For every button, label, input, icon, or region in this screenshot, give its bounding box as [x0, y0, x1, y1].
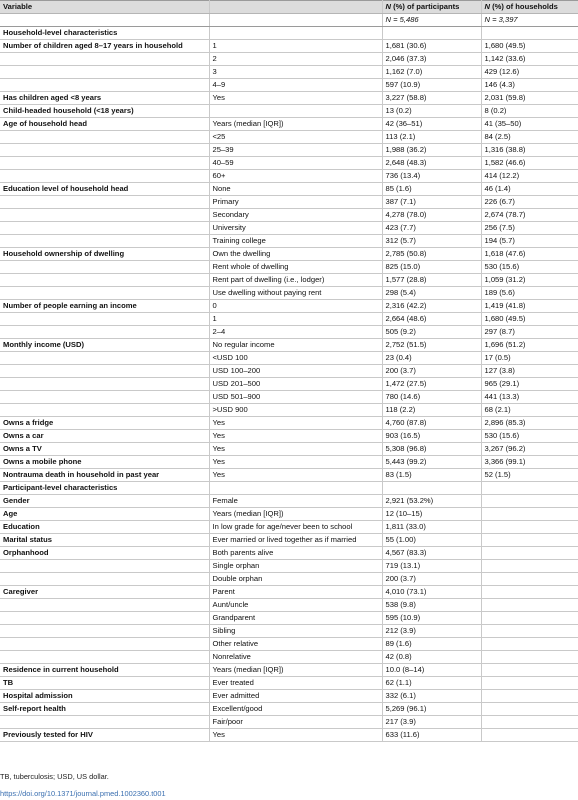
households-cell: 1,618 (47.6) — [481, 248, 578, 261]
category-cell: Yes — [209, 417, 382, 430]
variable-cell: Has children aged <8 years — [0, 92, 209, 105]
table-row — [0, 560, 578, 573]
households-cell: 2,896 (85.3) — [481, 417, 578, 430]
variable-cell — [0, 235, 209, 248]
category-cell: Years (median [IQR]) — [209, 508, 382, 521]
category-cell: Ever admitted — [209, 690, 382, 703]
category-cell: No regular income — [209, 339, 382, 352]
participants-cell: 505 (9.2) — [382, 326, 481, 339]
variable-cell: Education level of household head — [0, 183, 209, 196]
participants-cell: 1,811 (33.0) — [382, 521, 481, 534]
participants-cell: 4,567 (83.3) — [382, 547, 481, 560]
category-cell: 3 — [209, 66, 382, 79]
variable-cell: Owns a mobile phone — [0, 456, 209, 469]
table-row — [0, 417, 578, 430]
table-body — [0, 27, 578, 742]
participants-cell: 10.0 (8–14) — [382, 664, 481, 677]
header-households — [481, 1, 578, 14]
households-cell — [481, 573, 578, 586]
participants-cell: 5,269 (96.1) — [382, 703, 481, 716]
table-row — [0, 235, 578, 248]
table-row — [0, 79, 578, 92]
table-row — [0, 534, 578, 547]
header-participants-n: N — [385, 2, 391, 11]
section-header-row — [0, 482, 578, 495]
header-households-label: (%) of households — [489, 2, 558, 11]
table-row — [0, 677, 578, 690]
variable-cell — [0, 716, 209, 729]
households-cell — [481, 690, 578, 703]
table-row — [0, 352, 578, 365]
participants-cell: 42 (36–51) — [382, 118, 481, 131]
participants-cell: 200 (3.7) — [382, 573, 481, 586]
category-cell: Years (median [IQR]) — [209, 118, 382, 131]
households-cell: 965 (29.1) — [481, 378, 578, 391]
households-total: N = 3,397 — [481, 14, 578, 27]
participants-cell: 2,921 (53.2%) — [382, 495, 481, 508]
households-cell: 46 (1.4) — [481, 183, 578, 196]
participants-cell: 597 (10.9) — [382, 79, 481, 92]
category-cell: >USD 900 — [209, 404, 382, 417]
variable-cell — [0, 209, 209, 222]
header-participants-label: (%) of participants — [390, 2, 460, 11]
table-row — [0, 573, 578, 586]
category-cell: In low grade for age/never been to school — [209, 521, 382, 534]
category-cell: Yes — [209, 430, 382, 443]
households-cell — [481, 521, 578, 534]
households-cell: 1,142 (33.6) — [481, 53, 578, 66]
participants-cell: 83 (1.5) — [382, 469, 481, 482]
households-cell: 414 (12.2) — [481, 170, 578, 183]
participants-cell: 212 (3.9) — [382, 625, 481, 638]
households-cell: 530 (15.6) — [481, 261, 578, 274]
table-row — [0, 326, 578, 339]
category-cell: Training college — [209, 235, 382, 248]
table-row — [0, 248, 578, 261]
households-cell — [481, 625, 578, 638]
category-cell: Yes — [209, 443, 382, 456]
households-cell: 297 (8.7) — [481, 326, 578, 339]
participants-cell: 736 (13.4) — [382, 170, 481, 183]
section-label: Household-level characteristics — [0, 27, 209, 40]
participants-cell: 633 (11.6) — [382, 729, 481, 742]
variable-cell — [0, 196, 209, 209]
category-cell: Fair/poor — [209, 716, 382, 729]
table-row — [0, 404, 578, 417]
variable-cell: Caregiver — [0, 586, 209, 599]
table-row — [0, 144, 578, 157]
variable-cell — [0, 391, 209, 404]
category-cell: Parent — [209, 586, 382, 599]
variable-cell — [0, 144, 209, 157]
table-row — [0, 599, 578, 612]
category-cell: Aunt/uncle — [209, 599, 382, 612]
variable-cell: Owns a car — [0, 430, 209, 443]
category-cell: None — [209, 183, 382, 196]
households-cell: 2,031 (59.8) — [481, 92, 578, 105]
category-cell: 1 — [209, 313, 382, 326]
table-row — [0, 222, 578, 235]
variable-cell: Number of people earning an income — [0, 300, 209, 313]
participants-cell: 387 (7.1) — [382, 196, 481, 209]
households-cell: 84 (2.5) — [481, 131, 578, 144]
participants-cell: 538 (9.8) — [382, 599, 481, 612]
category-cell: 2 — [209, 53, 382, 66]
section-label: Participant-level characteristics — [0, 482, 209, 495]
category-cell: Own the dwelling — [209, 248, 382, 261]
participants-cell: 4,278 (78.0) — [382, 209, 481, 222]
table-row — [0, 664, 578, 677]
participants-cell: 1,681 (30.6) — [382, 40, 481, 53]
category-cell: 40–59 — [209, 157, 382, 170]
households-cell: 189 (5.6) — [481, 287, 578, 300]
doi-link[interactable]: https://doi.org/10.1371/journal.pmed.1002360.t001 — [0, 789, 166, 798]
households-cell — [481, 508, 578, 521]
participants-cell: 13 (0.2) — [382, 105, 481, 118]
variable-cell: Age of household head — [0, 118, 209, 131]
households-cell — [481, 534, 578, 547]
category-cell: Other relative — [209, 638, 382, 651]
variable-cell — [0, 131, 209, 144]
variable-cell: Number of children aged 8–17 years in household — [0, 40, 209, 53]
variable-cell: Gender — [0, 495, 209, 508]
participants-cell: 298 (5.4) — [382, 287, 481, 300]
households-cell — [481, 599, 578, 612]
section-header-row — [0, 27, 578, 40]
participants-cell: 780 (14.6) — [382, 391, 481, 404]
variable-cell — [0, 274, 209, 287]
households-cell — [481, 716, 578, 729]
households-cell — [481, 677, 578, 690]
table-row — [0, 391, 578, 404]
variable-cell: Age — [0, 508, 209, 521]
table-row — [0, 339, 578, 352]
households-cell: 52 (1.5) — [481, 469, 578, 482]
households-cell — [481, 547, 578, 560]
header-category — [209, 1, 382, 14]
category-cell: Ever treated — [209, 677, 382, 690]
category-cell: Yes — [209, 729, 382, 742]
households-cell: 1,582 (46.6) — [481, 157, 578, 170]
table-row — [0, 716, 578, 729]
variable-cell: TB — [0, 677, 209, 690]
variable-cell — [0, 404, 209, 417]
households-cell: 194 (5.7) — [481, 235, 578, 248]
households-cell: 1,680 (49.5) — [481, 40, 578, 53]
variable-cell — [0, 625, 209, 638]
category-cell: USD 100–200 — [209, 365, 382, 378]
variable-cell: Hospital admission — [0, 690, 209, 703]
participants-cell: 1,472 (27.5) — [382, 378, 481, 391]
participants-cell: 2,664 (48.6) — [382, 313, 481, 326]
variable-cell — [0, 326, 209, 339]
variable-cell — [0, 638, 209, 651]
households-cell — [481, 664, 578, 677]
households-cell — [481, 703, 578, 716]
table-row — [0, 66, 578, 79]
households-cell — [481, 729, 578, 742]
households-cell — [481, 651, 578, 664]
households-cell: 1,419 (41.8) — [481, 300, 578, 313]
variable-cell: Child-headed household (<18 years) — [0, 105, 209, 118]
table-row — [0, 638, 578, 651]
households-cell: 1,059 (31.2) — [481, 274, 578, 287]
participants-cell: 719 (13.1) — [382, 560, 481, 573]
variable-cell — [0, 79, 209, 92]
header-households-n: N — [484, 2, 490, 11]
participants-cell: 2,752 (51.5) — [382, 339, 481, 352]
category-cell: Use dwelling without paying rent — [209, 287, 382, 300]
participants-cell: 1,162 (7.0) — [382, 66, 481, 79]
category-cell: 2–4 — [209, 326, 382, 339]
category-cell: USD 501–900 — [209, 391, 382, 404]
variable-cell — [0, 313, 209, 326]
table-row — [0, 469, 578, 482]
table-row — [0, 157, 578, 170]
participants-cell: 2,648 (48.3) — [382, 157, 481, 170]
category-cell: Yes — [209, 469, 382, 482]
variable-cell — [0, 287, 209, 300]
variable-cell — [0, 651, 209, 664]
participants-cell: 62 (1.1) — [382, 677, 481, 690]
table-row — [0, 378, 578, 391]
variable-cell — [0, 157, 209, 170]
participants-cell: 2,316 (42.2) — [382, 300, 481, 313]
table-row — [0, 92, 578, 105]
variable-cell — [0, 53, 209, 66]
variable-cell: Self-report health — [0, 703, 209, 716]
header-variable: Variable — [0, 1, 209, 14]
category-cell: Yes — [209, 92, 382, 105]
households-cell — [481, 612, 578, 625]
category-cell: 25–39 — [209, 144, 382, 157]
households-cell — [481, 495, 578, 508]
variable-cell: Owns a TV — [0, 443, 209, 456]
variable-cell — [0, 612, 209, 625]
households-cell: 226 (6.7) — [481, 196, 578, 209]
households-cell: 1,316 (38.8) — [481, 144, 578, 157]
category-cell: Rent whole of dwelling — [209, 261, 382, 274]
households-cell: 8 (0.2) — [481, 105, 578, 118]
table-row — [0, 586, 578, 599]
table-row — [0, 183, 578, 196]
variable-cell: Orphanhood — [0, 547, 209, 560]
category-cell: <25 — [209, 131, 382, 144]
households-cell: 2,674 (78.7) — [481, 209, 578, 222]
variable-cell — [0, 170, 209, 183]
participants-cell: 3,227 (58.8) — [382, 92, 481, 105]
table-header-row — [0, 1, 578, 14]
table-row — [0, 625, 578, 638]
category-cell: Yes — [209, 456, 382, 469]
header-participants — [382, 1, 481, 14]
category-cell: Single orphan — [209, 560, 382, 573]
participants-cell: 1,988 (36.2) — [382, 144, 481, 157]
table-row — [0, 105, 578, 118]
table-row — [0, 430, 578, 443]
participants-cell: 118 (2.2) — [382, 404, 481, 417]
variable-cell: Previously tested for HIV — [0, 729, 209, 742]
households-cell: 441 (13.3) — [481, 391, 578, 404]
households-cell: 41 (35–50) — [481, 118, 578, 131]
variable-cell — [0, 378, 209, 391]
category-cell: Excellent/good — [209, 703, 382, 716]
participants-cell: 1,577 (28.8) — [382, 274, 481, 287]
participants-cell: 23 (0.4) — [382, 352, 481, 365]
variable-cell — [0, 365, 209, 378]
table-row — [0, 170, 578, 183]
category-cell: 60+ — [209, 170, 382, 183]
participants-cell: 113 (2.1) — [382, 131, 481, 144]
table-row — [0, 443, 578, 456]
table-row — [0, 131, 578, 144]
category-cell: Years (median [IQR]) — [209, 664, 382, 677]
variable-cell — [0, 222, 209, 235]
category-cell: Grandparent — [209, 612, 382, 625]
variable-cell: Education — [0, 521, 209, 534]
participants-cell: 42 (0.8) — [382, 651, 481, 664]
households-cell: 530 (15.6) — [481, 430, 578, 443]
table-row — [0, 313, 578, 326]
households-cell: 127 (3.8) — [481, 365, 578, 378]
category-cell: Nonrelative — [209, 651, 382, 664]
table-row — [0, 300, 578, 313]
households-cell — [481, 586, 578, 599]
table-row — [0, 274, 578, 287]
table-row — [0, 703, 578, 716]
participants-cell: 4,760 (87.8) — [382, 417, 481, 430]
variable-cell: Marital status — [0, 534, 209, 547]
category-cell: Rent part of dwelling (i.e., lodger) — [209, 274, 382, 287]
households-cell: 146 (4.3) — [481, 79, 578, 92]
variable-cell — [0, 573, 209, 586]
table-row — [0, 209, 578, 222]
table-row — [0, 118, 578, 131]
participants-cell: 825 (15.0) — [382, 261, 481, 274]
households-cell: 68 (2.1) — [481, 404, 578, 417]
households-cell — [481, 638, 578, 651]
participants-cell: 312 (5.7) — [382, 235, 481, 248]
table-row — [0, 690, 578, 703]
table-row — [0, 612, 578, 625]
variable-cell: Nontrauma death in household in past year — [0, 469, 209, 482]
participants-total: N = 5,486 — [382, 14, 481, 27]
participants-cell: 12 (10–15) — [382, 508, 481, 521]
category-cell: Ever married or lived together as if married — [209, 534, 382, 547]
households-cell: 429 (12.6) — [481, 66, 578, 79]
participants-cell: 55 (1.00) — [382, 534, 481, 547]
participants-cell: 903 (16.5) — [382, 430, 481, 443]
category-cell: Sibling — [209, 625, 382, 638]
participants-cell: 2,046 (37.3) — [382, 53, 481, 66]
variable-cell — [0, 66, 209, 79]
table-row — [0, 729, 578, 742]
table-row — [0, 40, 578, 53]
participants-cell: 595 (10.9) — [382, 612, 481, 625]
variable-cell: Residence in current household — [0, 664, 209, 677]
table-footnote: TB, tuberculosis; USD, US dollar. — [0, 772, 109, 781]
category-cell: Primary — [209, 196, 382, 209]
category-cell: 4–9 — [209, 79, 382, 92]
variable-cell: Owns a fridge — [0, 417, 209, 430]
table-row — [0, 261, 578, 274]
category-cell: Double orphan — [209, 573, 382, 586]
category-cell: 1 — [209, 40, 382, 53]
table-row — [0, 508, 578, 521]
category-cell: Female — [209, 495, 382, 508]
variable-cell: Monthly income (USD) — [0, 339, 209, 352]
variable-cell: Household ownership of dwelling — [0, 248, 209, 261]
participants-cell: 200 (3.7) — [382, 365, 481, 378]
households-cell: 256 (7.5) — [481, 222, 578, 235]
table-row — [0, 547, 578, 560]
category-cell: University — [209, 222, 382, 235]
category-cell: 0 — [209, 300, 382, 313]
households-cell: 1,680 (49.5) — [481, 313, 578, 326]
table-row — [0, 365, 578, 378]
participants-cell: 89 (1.6) — [382, 638, 481, 651]
variable-cell — [0, 560, 209, 573]
households-cell: 17 (0.5) — [481, 352, 578, 365]
participants-cell: 2,785 (50.8) — [382, 248, 481, 261]
households-cell: 3,267 (96.2) — [481, 443, 578, 456]
category-cell — [209, 105, 382, 118]
participants-cell: 217 (3.9) — [382, 716, 481, 729]
variable-cell — [0, 599, 209, 612]
participants-cell: 332 (6.1) — [382, 690, 481, 703]
participants-cell: 4,010 (73.1) — [382, 586, 481, 599]
category-cell: Secondary — [209, 209, 382, 222]
table-row — [0, 53, 578, 66]
table-row — [0, 521, 578, 534]
table-row — [0, 495, 578, 508]
category-cell: <USD 100 — [209, 352, 382, 365]
participants-cell: 5,308 (96.8) — [382, 443, 481, 456]
table-row — [0, 287, 578, 300]
households-cell — [481, 560, 578, 573]
participants-cell: 423 (7.7) — [382, 222, 481, 235]
table-subheader-row — [0, 14, 578, 27]
table-row — [0, 651, 578, 664]
variable-cell — [0, 352, 209, 365]
category-cell: Both parents alive — [209, 547, 382, 560]
variable-cell — [0, 261, 209, 274]
households-cell: 3,366 (99.1) — [481, 456, 578, 469]
households-cell: 1,696 (51.2) — [481, 339, 578, 352]
table-row — [0, 196, 578, 209]
table-row — [0, 456, 578, 469]
participants-cell: 5,443 (99.2) — [382, 456, 481, 469]
category-cell: USD 201–500 — [209, 378, 382, 391]
participants-cell: 85 (1.6) — [382, 183, 481, 196]
